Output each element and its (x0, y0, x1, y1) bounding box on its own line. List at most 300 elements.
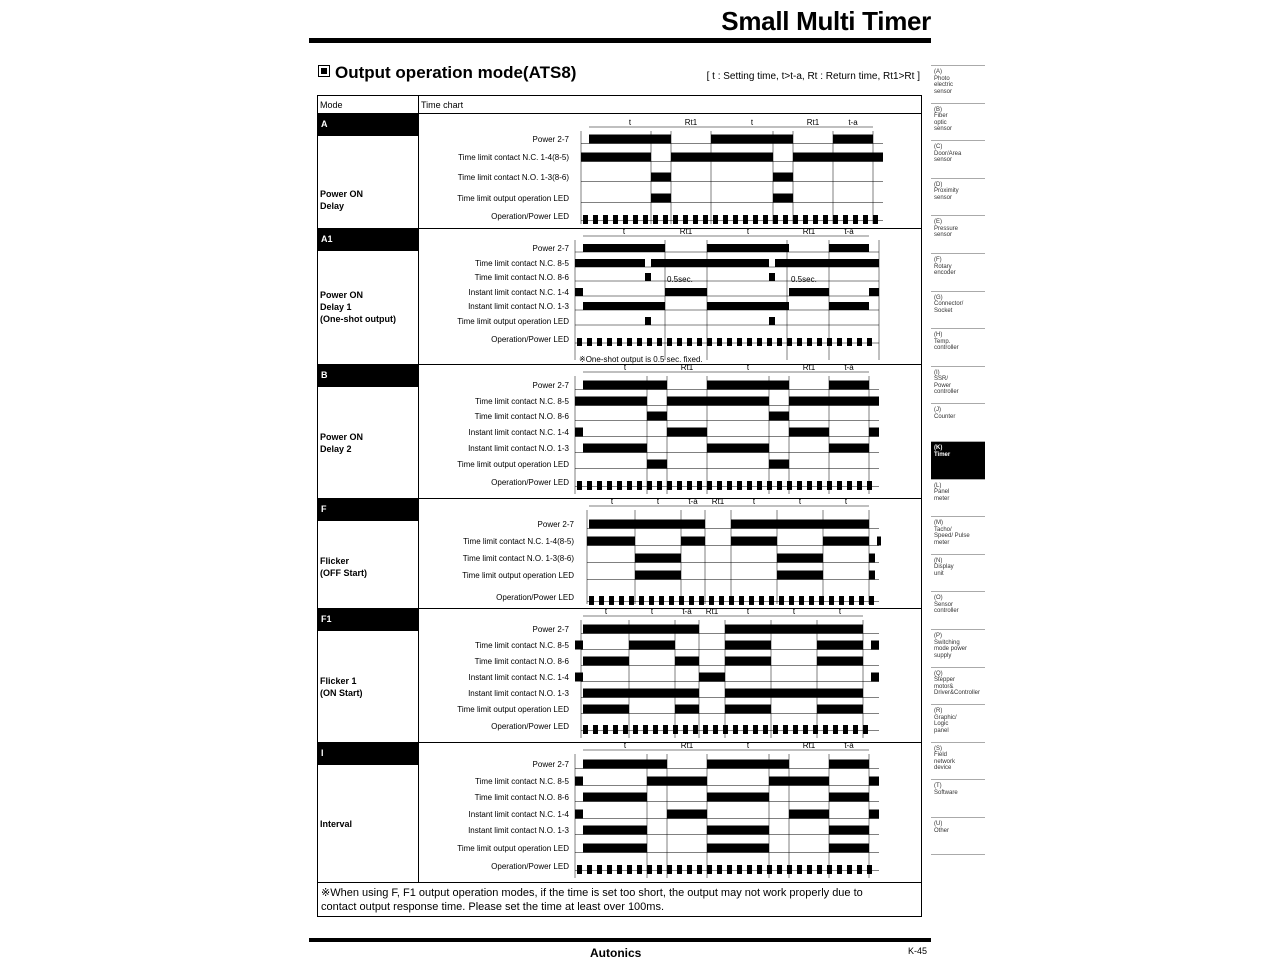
signal-bar (575, 428, 583, 437)
led-pulse (583, 725, 588, 734)
signal-bar (667, 397, 769, 406)
led-pulse (667, 481, 672, 490)
footnote: ※When using F, F1 output operation modes, if the time is set too short, the output may not work properly due to contact output response time. Please set the time at least over 100ms. (321, 887, 863, 913)
interval-label: t (750, 118, 754, 127)
led-pulse (687, 481, 692, 490)
interval-label: t (746, 742, 750, 750)
mode-code: I (318, 742, 418, 765)
led-pulse (623, 215, 628, 224)
led-pulse (617, 481, 622, 490)
interval-label: Rt1 (806, 118, 820, 127)
interval-label: t (746, 228, 750, 236)
signal-bar (777, 554, 823, 563)
bottom-rule (309, 938, 931, 942)
timing-chart (419, 498, 921, 608)
timing-chart (419, 228, 921, 364)
led-pulse (617, 338, 622, 346)
interval-label: t-a (844, 742, 854, 750)
signal-bar (817, 657, 863, 666)
led-pulse (813, 215, 818, 224)
table-header (318, 96, 921, 114)
led-pulse (657, 338, 662, 346)
led-pulse (767, 481, 772, 490)
led-pulse (807, 481, 812, 490)
led-pulse (759, 596, 764, 605)
interval-label: t (798, 498, 802, 506)
led-pulse (643, 215, 648, 224)
sidebar-tab[interactable]: (P) Switching mode power supply (931, 629, 985, 667)
led-pulse (703, 215, 708, 224)
signal-bar (583, 826, 647, 835)
signal-label: Power 2-7 (532, 760, 569, 769)
led-pulse (647, 338, 652, 346)
led-pulse (603, 215, 608, 224)
signal-bar (877, 537, 881, 546)
square-bullet-icon (318, 65, 330, 77)
mode-code: F1 (318, 608, 418, 631)
led-pulse (659, 596, 664, 605)
page-number: K-45 (908, 946, 928, 956)
signal-label: Time limit contact N.O. 1-3(8-6) (457, 173, 569, 182)
signal-bar (583, 689, 699, 698)
signal-bar (647, 460, 667, 469)
signal-bar (575, 673, 583, 682)
sidebar-tab[interactable]: (J) Counter (931, 403, 985, 441)
led-pulse (647, 481, 652, 490)
led-pulse (727, 865, 732, 874)
led-pulse (817, 865, 822, 874)
signal-bar (583, 381, 667, 390)
led-pulse (667, 338, 672, 346)
signal-bar (833, 135, 873, 144)
led-pulse (797, 338, 802, 346)
sidebar-tab[interactable]: (M) Tacho/ Speed/ Pulse meter (931, 516, 985, 554)
led-pulse (653, 725, 658, 734)
led-pulse (727, 338, 732, 346)
signal-bar (671, 153, 773, 162)
signal-bar (707, 444, 769, 453)
led-pulse (789, 596, 794, 605)
led-pulse (739, 596, 744, 605)
led-pulse (653, 215, 658, 224)
signal-bar (773, 194, 793, 203)
led-pulse (847, 338, 852, 346)
signal-bar (629, 641, 675, 650)
interval-label: t (656, 498, 660, 506)
signal-bar (769, 317, 775, 325)
signal-bar (829, 381, 869, 390)
signal-bar (645, 273, 651, 281)
sidebar-tab[interactable]: (L) Panel meter (931, 479, 985, 517)
chart-footnote: ※One-shot output is 0.5 sec. fixed. (579, 355, 703, 364)
signal-bar (675, 657, 699, 666)
signal-label: Instant limit contact N.O. 1-3 (468, 689, 569, 698)
mode-code: B (318, 364, 418, 387)
led-pulse (709, 596, 714, 605)
led-pulse (787, 865, 792, 874)
led-pulse (693, 725, 698, 734)
sidebar-tab[interactable]: (E) Pressure sensor (931, 215, 985, 253)
sidebar-tab[interactable]: (F) Rotary encoder (931, 253, 985, 291)
signal-bar (793, 153, 883, 162)
interval-label: Rt1 (679, 228, 693, 236)
led-pulse (809, 596, 814, 605)
interval-label: t (746, 364, 750, 372)
sidebar-tab[interactable]: (B) Fiber optic sensor (931, 103, 985, 141)
led-pulse (767, 338, 772, 346)
led-pulse (599, 596, 604, 605)
led-pulse (673, 725, 678, 734)
signal-bar (707, 826, 769, 835)
interval-label: t (604, 608, 608, 616)
signal-bar (725, 705, 771, 714)
led-pulse (859, 596, 864, 605)
led-pulse (699, 596, 704, 605)
led-pulse (857, 338, 862, 346)
sidebar-tab[interactable]: (O) Sensor controller (931, 591, 985, 629)
led-pulse (837, 338, 842, 346)
led-pulse (849, 596, 854, 605)
mode-table (317, 95, 922, 917)
led-pulse (817, 481, 822, 490)
led-pulse (597, 481, 602, 490)
interval-label: t (746, 608, 750, 616)
signal-bar (773, 173, 793, 182)
signal-label: Time limit contact N.C. 8-5 (475, 259, 569, 268)
interval-label: Rt1 (684, 118, 698, 127)
signal-bar (583, 657, 629, 666)
led-pulse (577, 481, 582, 490)
signal-label: Time limit contact N.O. 8-6 (474, 657, 569, 666)
signal-label: Time limit output operation LED (457, 317, 569, 326)
led-pulse (577, 865, 582, 874)
led-pulse (799, 596, 804, 605)
led-pulse (793, 725, 798, 734)
signal-bar (583, 705, 629, 714)
led-pulse (593, 215, 598, 224)
sidebar-tab[interactable]: (I) SSR/ Power controller (931, 366, 985, 404)
signal-bar (769, 777, 829, 786)
led-pulse (757, 865, 762, 874)
signal-label: Instant limit contact N.C. 1-4 (468, 810, 569, 819)
led-pulse (649, 596, 654, 605)
interval-label: Rt1 (802, 228, 816, 236)
led-pulse (637, 338, 642, 346)
led-pulse (787, 338, 792, 346)
signal-bar (575, 810, 583, 819)
signal-bar (707, 760, 789, 769)
signal-bar (829, 844, 869, 853)
led-pulse (633, 725, 638, 734)
sidebar-tab[interactable]: (S) Field network device (931, 742, 985, 780)
led-pulse (737, 865, 742, 874)
led-pulse (609, 596, 614, 605)
sidebar-tab[interactable]: (A) Photo electric sensor (931, 65, 985, 103)
page-title: Small Multi Timer (721, 6, 931, 36)
led-pulse (827, 865, 832, 874)
signal-bar (575, 288, 583, 296)
led-pulse (857, 865, 862, 874)
led-pulse (797, 481, 802, 490)
led-pulse (807, 865, 812, 874)
led-pulse (717, 338, 722, 346)
led-pulse (689, 596, 694, 605)
led-pulse (603, 725, 608, 734)
led-pulse (829, 596, 834, 605)
led-pulse (743, 215, 748, 224)
signal-bar (817, 705, 863, 714)
led-pulse (707, 481, 712, 490)
signal-bar (725, 689, 863, 698)
led-pulse (867, 865, 872, 874)
led-pulse (807, 338, 812, 346)
signal-bar (775, 259, 879, 267)
interval-label: t-a (848, 118, 858, 127)
sidebar-tab[interactable]: (K) Timer (931, 441, 985, 479)
signal-bar (869, 777, 879, 786)
led-pulse (783, 215, 788, 224)
signal-bar (777, 571, 823, 580)
led-pulse (663, 215, 668, 224)
led-pulse (779, 596, 784, 605)
led-pulse (617, 865, 622, 874)
led-pulse (697, 481, 702, 490)
signal-label: Power 2-7 (532, 135, 569, 144)
signal-bar (823, 537, 869, 546)
signal-label: Instant limit contact N.C. 1-4 (468, 288, 569, 297)
signal-bar (869, 288, 879, 296)
led-pulse (743, 725, 748, 734)
signal-label: Operation/Power LED (491, 722, 569, 731)
timing-chart (419, 608, 921, 742)
interval-label: Rt1 (705, 608, 719, 616)
led-pulse (733, 725, 738, 734)
signal-bar (829, 302, 869, 310)
led-pulse (713, 215, 718, 224)
signal-bar (829, 793, 869, 802)
sidebar-tab[interactable]: (D) Proximity sensor (931, 178, 985, 216)
mode-code: F (318, 498, 418, 521)
led-pulse (707, 865, 712, 874)
led-pulse (677, 481, 682, 490)
signal-bar (789, 288, 829, 296)
signal-bar (769, 273, 775, 281)
signal-bar (707, 302, 789, 310)
signal-bar (789, 428, 829, 437)
signal-bar (575, 777, 583, 786)
signal-bar (675, 705, 699, 714)
signal-bar (789, 810, 829, 819)
led-pulse (713, 725, 718, 734)
sidebar-tab[interactable]: (U) Other (931, 817, 985, 855)
sidebar-tab[interactable]: (Q) Stepper motor& Driver&Controller (931, 667, 985, 705)
signal-label: Instant limit contact N.O. 1-3 (468, 302, 569, 311)
signal-label: Instant limit contact N.O. 1-3 (468, 826, 569, 835)
signal-bar (829, 760, 869, 769)
interval-label: t (838, 608, 842, 616)
led-pulse (843, 725, 848, 734)
signal-bar (575, 397, 647, 406)
signal-bar (583, 793, 647, 802)
led-pulse (703, 725, 708, 734)
led-pulse (837, 481, 842, 490)
led-pulse (667, 865, 672, 874)
led-pulse (833, 725, 838, 734)
led-pulse (593, 725, 598, 734)
signal-label: Instant limit contact N.C. 1-4 (468, 428, 569, 437)
led-pulse (637, 865, 642, 874)
signal-label: Time limit contact N.C. 8-5 (475, 777, 569, 786)
led-pulse (687, 338, 692, 346)
signal-label: Operation/Power LED (491, 478, 569, 487)
led-pulse (803, 725, 808, 734)
signal-bar (707, 244, 789, 252)
mode-row-f1 (318, 608, 921, 743)
signal-bar (667, 810, 707, 819)
led-pulse (729, 596, 734, 605)
led-pulse (853, 725, 858, 734)
led-pulse (749, 596, 754, 605)
sidebar-tab[interactable]: (H) Temp. controller (931, 328, 985, 366)
section-title (318, 63, 576, 83)
signal-bar (817, 641, 863, 650)
pulse-label: 0.5sec. (791, 275, 817, 284)
led-pulse (673, 215, 678, 224)
signal-label: Time limit contact N.O. 8-6 (474, 273, 569, 282)
signal-bar (665, 288, 707, 296)
led-pulse (707, 338, 712, 346)
led-pulse (727, 481, 732, 490)
led-pulse (763, 215, 768, 224)
signal-bar (583, 302, 665, 310)
signal-bar (583, 244, 665, 252)
interval-label: t (622, 228, 626, 236)
led-pulse (723, 215, 728, 224)
led-pulse (869, 596, 874, 605)
signal-bar (869, 810, 879, 819)
led-pulse (787, 481, 792, 490)
led-pulse (647, 865, 652, 874)
sidebar-tab[interactable]: (G) Connector/ Socket (931, 291, 985, 329)
signal-bar (699, 673, 725, 682)
led-pulse (873, 215, 878, 224)
signal-label: Time limit contact N.C. 1-4(8-5) (458, 153, 569, 162)
led-pulse (723, 725, 728, 734)
led-pulse (627, 338, 632, 346)
signal-bar (583, 625, 699, 634)
led-pulse (627, 865, 632, 874)
led-pulse (587, 481, 592, 490)
mode-code: A1 (318, 228, 418, 251)
brand-logo: Autonics (590, 946, 642, 960)
led-pulse (719, 596, 724, 605)
signal-label: Instant limit contact N.O. 1-3 (468, 444, 569, 453)
signal-bar (587, 537, 635, 546)
interval-label: t (610, 498, 614, 506)
led-pulse (737, 481, 742, 490)
signal-bar (725, 657, 771, 666)
signal-bar (635, 554, 681, 563)
signal-label: Time limit output operation LED (462, 571, 574, 580)
mode-name: Power ON Delay 2 (320, 432, 364, 454)
sidebar-tab[interactable]: (R) Graphic/ Logic panel (931, 704, 985, 742)
led-pulse (633, 215, 638, 224)
led-pulse (677, 865, 682, 874)
signal-bar (651, 259, 769, 267)
led-pulse (777, 865, 782, 874)
top-rule (309, 38, 931, 43)
signal-bar (711, 135, 793, 144)
sidebar-tab[interactable]: (T) Software (931, 779, 985, 817)
signal-bar (575, 259, 645, 267)
led-pulse (693, 215, 698, 224)
interval-label: t (844, 498, 848, 506)
signal-bar (589, 135, 671, 144)
mode-row-a (318, 113, 921, 229)
led-pulse (773, 725, 778, 734)
led-pulse (827, 338, 832, 346)
mode-name: Power ON Delay 1 (One-shot output) (320, 290, 396, 324)
interval-label: t-a (844, 364, 854, 372)
interval-label: t (792, 608, 796, 616)
led-pulse (669, 596, 674, 605)
interval-label: Rt1 (711, 498, 725, 506)
signal-bar (829, 244, 869, 252)
led-pulse (847, 865, 852, 874)
section-title-text: Output operation mode(ATS8) (335, 63, 577, 82)
sidebar-tab[interactable]: (C) Door/Area sensor (931, 140, 985, 178)
led-pulse (817, 338, 822, 346)
led-pulse (823, 725, 828, 734)
signal-label: Operation/Power LED (491, 335, 569, 344)
led-pulse (783, 725, 788, 734)
led-pulse (753, 215, 758, 224)
signal-bar (871, 641, 879, 650)
led-pulse (763, 725, 768, 734)
pulse-label: 0.5sec. (667, 275, 693, 284)
signal-bar (647, 412, 667, 421)
signal-bar (575, 641, 583, 650)
led-pulse (819, 596, 824, 605)
led-pulse (577, 338, 582, 346)
led-pulse (629, 596, 634, 605)
signal-bar (789, 397, 879, 406)
signal-bar (769, 412, 789, 421)
led-pulse (597, 338, 602, 346)
mode-row-a1 (318, 228, 921, 365)
led-pulse (583, 215, 588, 224)
led-pulse (657, 865, 662, 874)
signal-bar (707, 844, 769, 853)
interval-label: t-a (688, 498, 698, 506)
signal-bar (731, 537, 777, 546)
timing-chart (419, 364, 921, 498)
led-pulse (677, 338, 682, 346)
led-pulse (757, 481, 762, 490)
signal-label: Power 2-7 (532, 625, 569, 634)
led-pulse (753, 725, 758, 734)
signal-label: Time limit contact N.O. 8-6 (474, 793, 569, 802)
mode-name: Power ON Delay (320, 189, 364, 211)
signal-bar (869, 428, 879, 437)
sidebar-tab[interactable]: (N) Display unit (931, 554, 985, 592)
led-pulse (623, 725, 628, 734)
header-time-chart: Time chart (421, 100, 464, 110)
signal-label: Power 2-7 (537, 520, 574, 529)
led-pulse (679, 596, 684, 605)
led-pulse (863, 215, 868, 224)
led-pulse (823, 215, 828, 224)
